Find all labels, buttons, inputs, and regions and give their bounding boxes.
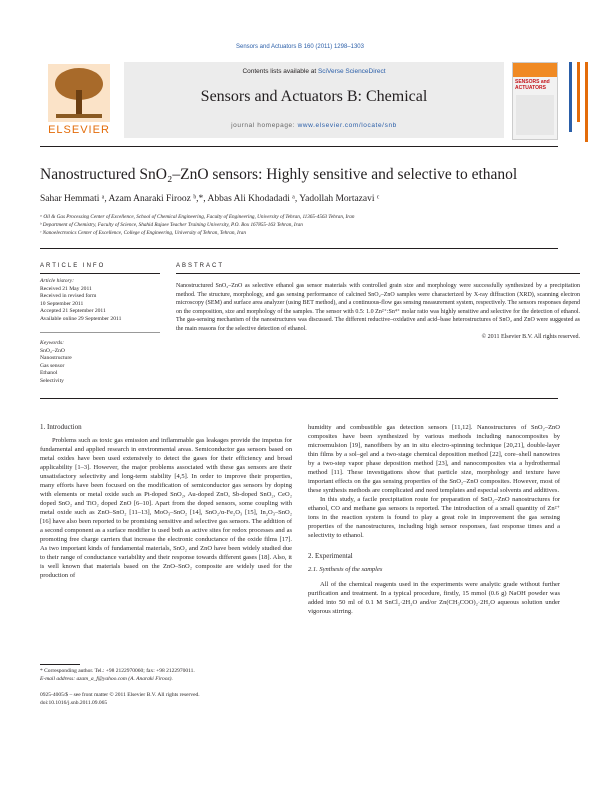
experimental-paragraph: All of the chemical reagents used in the experiments were analytic grade without further purification and treatment. In a typical procedure, firstly, 15 mmol (0.6 g) NaOH powder was added into 50 ml of 0.1 M SnCl₂·2H₂O and/or Zn(CH₃COO)₂·2H₂O aqueous solution under vigorous stirring. — [308, 581, 560, 615]
abstract-label: ABSTRACT — [176, 263, 225, 269]
keyword-item: Selectivity — [40, 377, 64, 384]
synthesis-subheading: 2.1. Synthesis of the samples — [308, 566, 383, 573]
journal-title: Sensors and Actuators B: Chemical — [200, 88, 428, 105]
abstract-text: Nanostructured SnO₂–ZnO as selective ethanol gas sensor materials with controlled grain size and morphology were successfully synthesized by a precipitation method. The structure, morphology, and gas sensing performance of calcined SnO₂–ZnO samples were characterized by X-ray diffraction (XRD), scanning electron microscopy (SEM) and surface area analyzer (using BET method), and a continuous-flow gas sensing measurement system, respectively. The sensors responses depend on the composition, size and morphology of the samples. The sensor with 0.5: 1.0 Zn²⁺:Sn⁴⁺ molar ratio was highly sensitive and selective for the detection of ethanol. The gas-sensing mechanism of the nanostructures was discussed. The different reductive–oxidative and acid–base heterostructures of SnO₂ and ZnO were suggested as the main reasons for the selective detection of ethanol. — [176, 283, 580, 332]
doi-link[interactable]: doi:10.1016/j.snb.2011.09.065 — [40, 700, 108, 706]
affiliation-a: ᵃ Oil & Gas Processing Center of Excellence, School of Chemical Engineering, Faculty of Engineering, University of Tehran, 11365-4563 Tehran, Iran — [40, 214, 355, 220]
cover-band — [513, 63, 557, 77]
tree-icon — [40, 60, 118, 126]
cover-image — [516, 95, 554, 135]
keyword-item: Nanostructure — [40, 355, 72, 362]
affiliation-b: ᵇ Department of Chemistry, Faculty of Science, Shahid Rajaee Teacher Training University, P.O. Box 167855-163 Tehran, Iran — [40, 222, 303, 228]
sciencedirect-link[interactable]: SciVerse ScienceDirect — [317, 68, 386, 75]
contents-prefix: Contents lists available at — [242, 68, 318, 75]
keywords-heading: Keywords: — [40, 340, 65, 346]
homepage-prefix: journal homepage: — [231, 122, 298, 129]
keywords-rule — [40, 332, 160, 333]
column-left — [40, 423, 292, 580]
homepage-link[interactable]: www.elsevier.com/locate/snb — [297, 122, 397, 129]
footnote-rule — [40, 664, 80, 665]
article-title: Nanostructured SnO₂–ZnO sensors: Highly sensitive and selective to ethanol — [40, 166, 518, 183]
abstract-rule — [40, 398, 558, 399]
article-info-label: ARTICLE INFO — [40, 263, 106, 269]
keywords — [40, 340, 160, 386]
info-rule — [40, 248, 558, 249]
journal-homepage — [124, 122, 504, 129]
col2-paragraph-1: humidity and combustible gas detection sensors [11,12]. Nanostructures of SnO₂–ZnO composites have been synthesized by various methods including nanocomposites by microemulsion [19], nanofibers by an in situ electro-spinning technique [20,21], double-layer thin films by a sol–gel and a two-stage chemical deposition method [22], core–shell nanowires by a two-step vapor phase deposition method [23], and nanocomposites via a hydrothermal method [11]. These investigations show that particle size, morphology and texture have important effects on the gas sensing properties of the SnO₂–ZnO composites. However, most of these synthesis methods are complicated and need templates and especial solvents and additives. — [308, 424, 560, 494]
journal-masthead — [124, 62, 504, 138]
abstract-body — [176, 282, 580, 342]
keyword-item: Gas sensor — [40, 362, 65, 369]
issn-line: 0925-4005/$ – see front matter © 2011 Elsevier B.V. All rights reserved. — [40, 692, 200, 698]
experimental-heading: 2. Experimental — [308, 552, 353, 560]
copyright: © 2011 Elsevier B.V. All rights reserved. — [481, 334, 580, 340]
publisher-name: ELSEVIER — [48, 124, 110, 136]
cover-title: SENSORS and ACTUATORS — [515, 79, 550, 91]
col2-paragraph-2: In this study, a facile precipitation route for preparation of SnO₂–ZnO nanostructures for ethanol, CO and methane gas sensors is reported. The introduction of a small quantity of Zn²⁺ ions in the reaction system is found to play a great role in improvement the gas sensing properties of the nanostructures, including high sensor responses, fast response times and a selectivity to ethanol. — [308, 496, 560, 539]
intro-heading: 1. Introduction — [40, 423, 82, 431]
column-right — [308, 423, 560, 616]
author-list[interactable]: Sahar Hemmati ᵃ, Azam Anaraki Firooz ᵇ,*, Abbas Ali Khodadadi ᵃ, Yadollah Mortazavi ᶜ — [40, 194, 380, 204]
journal-reference[interactable]: Sensors and Actuators B 160 (2011) 1298–1303 — [236, 44, 364, 50]
info-label-rule — [40, 273, 160, 274]
header-rule — [40, 146, 558, 147]
intro-paragraph: Problems such as toxic gas emission and inflammable gas leakages provide the impetus for fundamental and applied research in environmental areas. Semiconductor gas sensors based on metal oxides have been used extensively to detect the gases for their efficiency and broad applicability [1–3]. However, the major problems associated with these gas sensors are their unsatisfactory selectivity and long-term stability [4,5]. In order to improve their properties, many efforts have been focused on the modification of semiconductor gas sensors by doping with elements or metal oxide such as Pt-doped SnO₂, Au-doped ZnO, Sb-doped SnO₂, CeO₂ doped SnO₂ and TiO₂ doped ZnO [6–10]. Apart from the doped sensors, some coupling with metal oxide such as ZnO–SnO₂ [11–13], MoO₃–SnO₂ [14], SnO₂/α-Fe₂O₃ [15], In₂O₃–SnO₂ [16] have also been reported to be promising sensitive and selective gas sensors. The addition of a second component as a surface modifier is used both as active sites for redox processes and as promoting free charge carriers that increase the electronic conductance of the oxide films [17]. As two important kinds of fundamental materials, SnO₂ and ZnO have been widely studied due to their range of conductance variability and their response towards different gases [18]. Also, it is well known that materials based on the ZnO–SnO₂ composite are widely used for the production of — [40, 437, 292, 579]
journal-cover — [512, 62, 558, 140]
affiliation-c: ᶜ Nanoelectronics Center of Excellence, College of Engineering, University of Tehran, Tehran, Iran — [40, 230, 246, 236]
free-papers-icon — [560, 56, 600, 156]
history-heading: Article history: — [40, 278, 75, 284]
keyword-item: SnO₂–ZnO — [40, 347, 65, 354]
contents-line — [124, 68, 504, 75]
keyword-item: Ethanol — [40, 370, 58, 377]
author-email[interactable]: E-mail address: azam_a_f@yahoo.com (A. Anaraki Firooz). — [40, 676, 173, 682]
free-papers-logo — [560, 56, 600, 156]
article-history — [40, 278, 160, 324]
history-received: Received 21 May 2011 — [40, 285, 92, 292]
history-accepted: Accepted 21 September 2011 — [40, 308, 106, 315]
abstract-label-rule — [176, 273, 580, 274]
corresponding-author: * Corresponding author. Tel.: +98 2122970060; fax: +98 2122970011. — [40, 668, 195, 674]
history-revised-date: 10 September 2011 — [40, 300, 84, 307]
elsevier-logo — [40, 60, 118, 140]
history-revised: Received in revised form — [40, 293, 97, 300]
history-online: Available online 29 September 2011 — [40, 315, 122, 322]
